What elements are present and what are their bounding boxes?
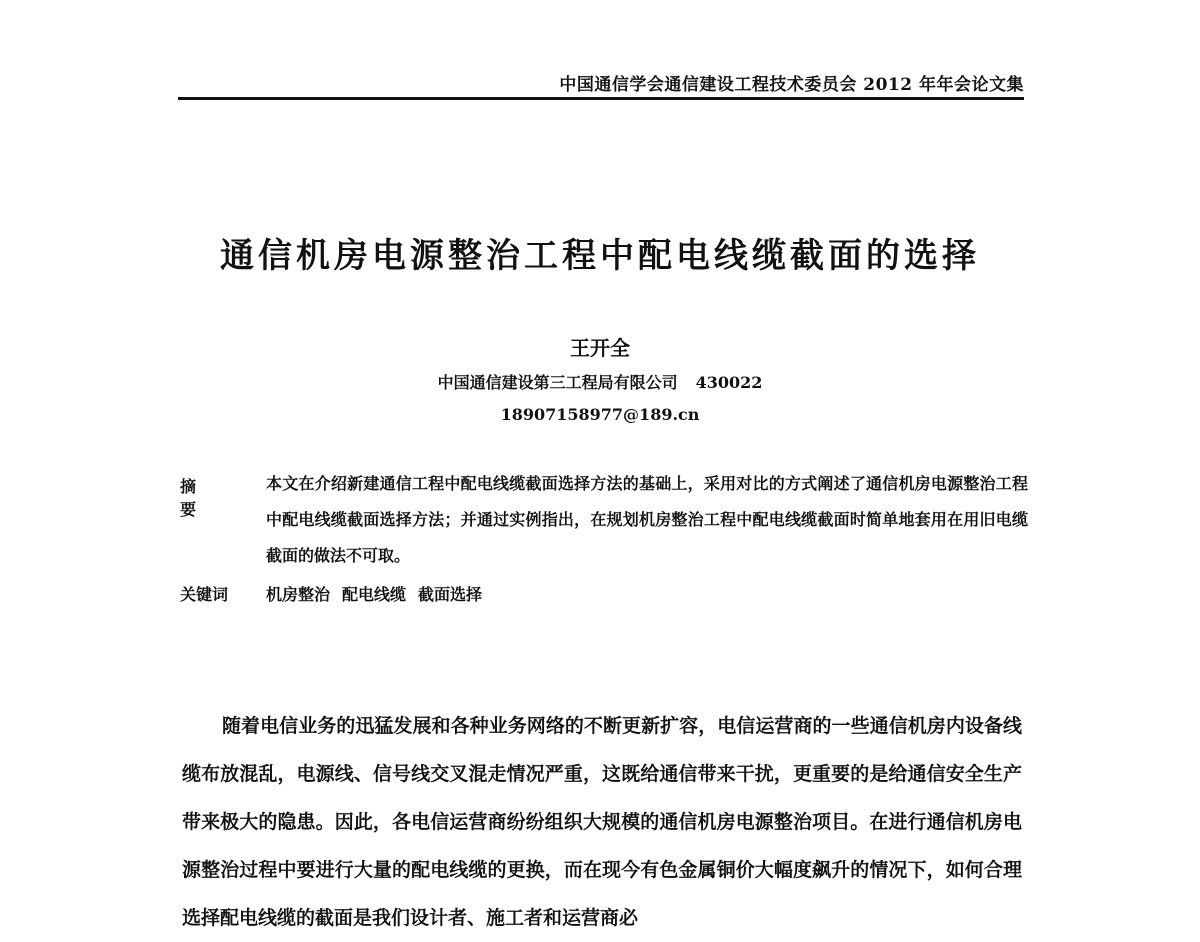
author-email: 18907158977@189.cn	[500, 405, 700, 424]
postcode: 430022	[695, 373, 763, 392]
keyword-item: 机房整治	[266, 585, 331, 604]
author-name: 王开全	[570, 336, 630, 360]
affiliation	[0, 370, 1200, 393]
keyword-item: 配电线缆	[342, 585, 407, 604]
keywords-label: 关键词	[180, 585, 229, 604]
abstract-text: 本文在介绍新建通信工程中配电线缆截面选择方法的基础上，采用对比的方式阐述了通信机房电源整治工程中配电线缆截面选择方法；并通过实例指出，在规划机房整治工程中配电线缆截面时简单地套用在用旧电缆截面的做法不可取。	[266, 474, 1028, 565]
keywords-section	[180, 582, 1026, 605]
abstract-label: 摘要	[180, 477, 219, 519]
body-paragraph: 随着电信业务的迅猛发展和各种业务网络的不断更新扩容，电信运营商的一些通信机房内设备线缆布放混乱，电源线、信号线交叉混走情况严重，这既给通信带来干扰，更重要的是给通信安全生产带来极大的隐患。因此，各电信运营商纷纷组织大规模的通信机房电源整治项目。在进行通信机房电源整治过程中要进行大量的配电线缆的更换，而在现今有色金属铜价大幅度飙升的情况下，如何合理选择配电线缆的截面是我们设计者、施工者和运营商必	[182, 715, 1022, 929]
header-rule	[178, 97, 1024, 100]
running-header: 中国通信学会通信建设工程技术委员会 2012 年年会论文集	[559, 75, 1024, 95]
keyword-item: 截面选择	[418, 585, 483, 604]
paper-title: 通信机房电源整治工程中配电线缆截面的选择	[220, 236, 980, 276]
affiliation-name: 中国通信建设第三工程局有限公司	[437, 373, 678, 392]
